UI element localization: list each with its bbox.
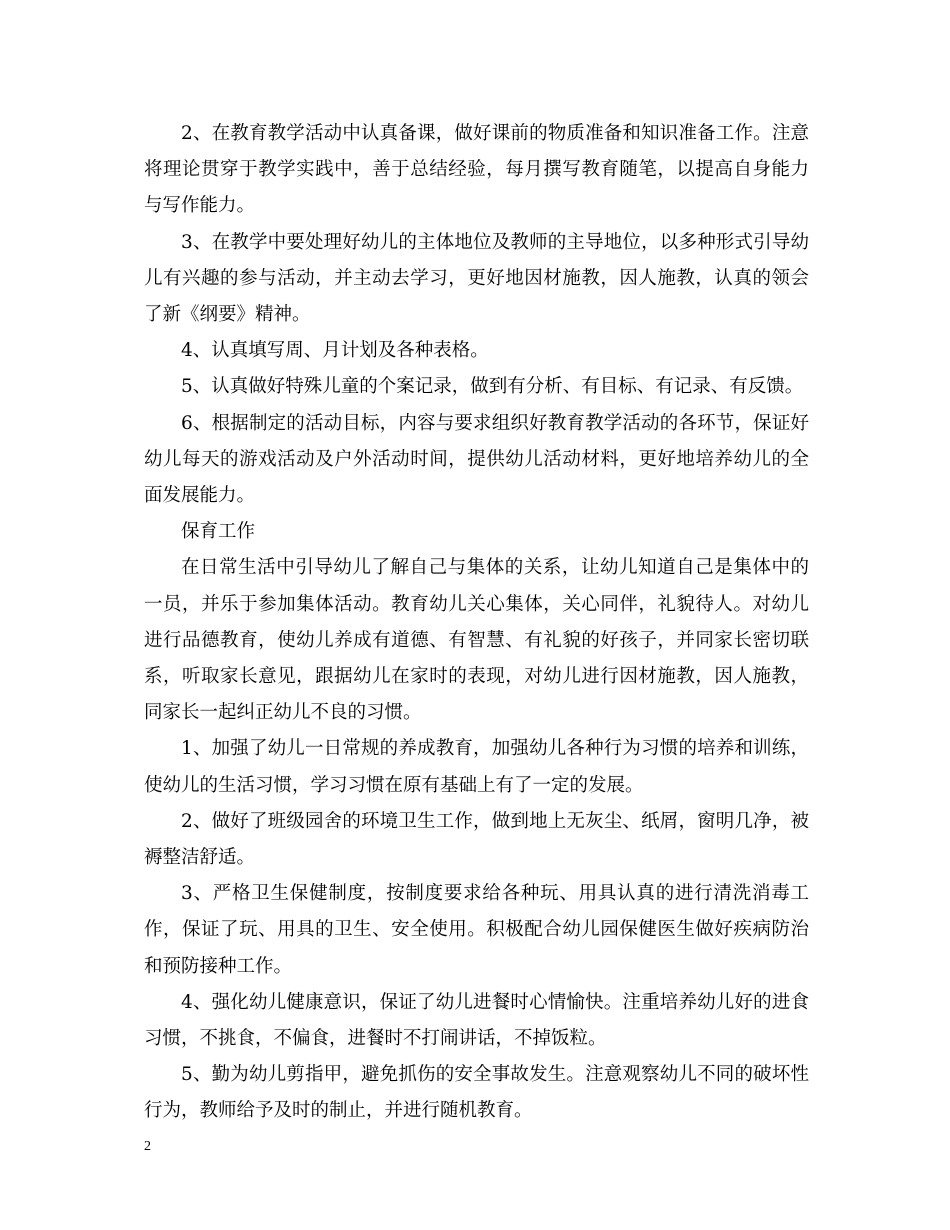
paragraph-item-4: 4、认真填写周、月计划及各种表格。 [181,340,489,362]
section-heading-care-work: 保育工作 [181,521,256,543]
document-body [144,116,809,1130]
paragraph-care-item-1: 1、加强了幼儿一日常规的养成教育，加强幼儿各种行为习惯的培养和训练，使幼儿的生活习惯，学习习惯在原有基础上有了一定的发展。 [144,738,809,796]
paragraph-item-2: 2、在教育教学活动中认真备课，做好课前的物质准备和知识准备工作。注意将理论贯穿于教学实践中，善于总结经验，每月撰写教育随笔，以提高自身能力与写作能力。 [144,123,809,217]
paragraph-item-5: 5、认真做好特殊儿童的个案记录，做到有分析、有目标、有记录、有反馈。 [181,376,804,398]
paragraph-care-item-5: 5、勤为幼儿剪指甲，避免抓伤的安全事故发生。注意观察幼儿不同的破坏性行为，教师给予及时的制止，并进行随机教育。 [144,1064,809,1122]
paragraph-care-item-4: 4、强化幼儿健康意识，保证了幼儿进餐时心情愉快。注重培养幼儿好的进食习惯，不挑食，不偏食，进餐时不打闹讲话，不掉饭粒。 [144,991,809,1050]
paragraph-item-6: 6、根据制定的活动目标，内容与要求组织好教育教学活动的各环节，保证好幼儿每天的游戏活动及户外活动时间，提供幼儿活动材料，更好地培养幼儿的全面发展能力。 [144,412,809,507]
paragraph-item-3: 3、在教学中要处理好幼儿的主体地位及教师的主导地位，以多种形式引导幼儿有兴趣的参与活动，并主动去学习，更好地因材施教，因人施教，认真的领会了新《纲要》精神。 [144,231,809,326]
paragraph-care-item-2: 2、做好了班级园舍的环境卫生工作，做到地上无灰尘、纸屑，窗明几净，被褥整洁舒适。 [144,810,809,869]
paragraph-care-item-3: 3、严格卫生保健制度，按制度要求给各种玩、用具认真的进行清洗消毒工作，保证了玩、用具的卫生、安全使用。积极配合幼儿园保健医生做好疾病防治和预防接种工作。 [144,883,809,977]
page-number: 2 [144,1139,151,1154]
paragraph-care-intro: 在日常生活中引导幼儿了解自己与集体的关系，让幼儿知道自己是集体中的一员，并乐于参加集体活动。教育幼儿关心集体，关心同伴，礼貌待人。对幼儿进行品德教育，使幼儿养成有道德、有智慧、有礼貌的好孩子，并同家长密切联系，听取家长意见，跟据幼儿在家时的表现，对幼儿进行因材施教，因人施教，同家长一起纠正幼儿不良的习惯。 [144,557,809,724]
